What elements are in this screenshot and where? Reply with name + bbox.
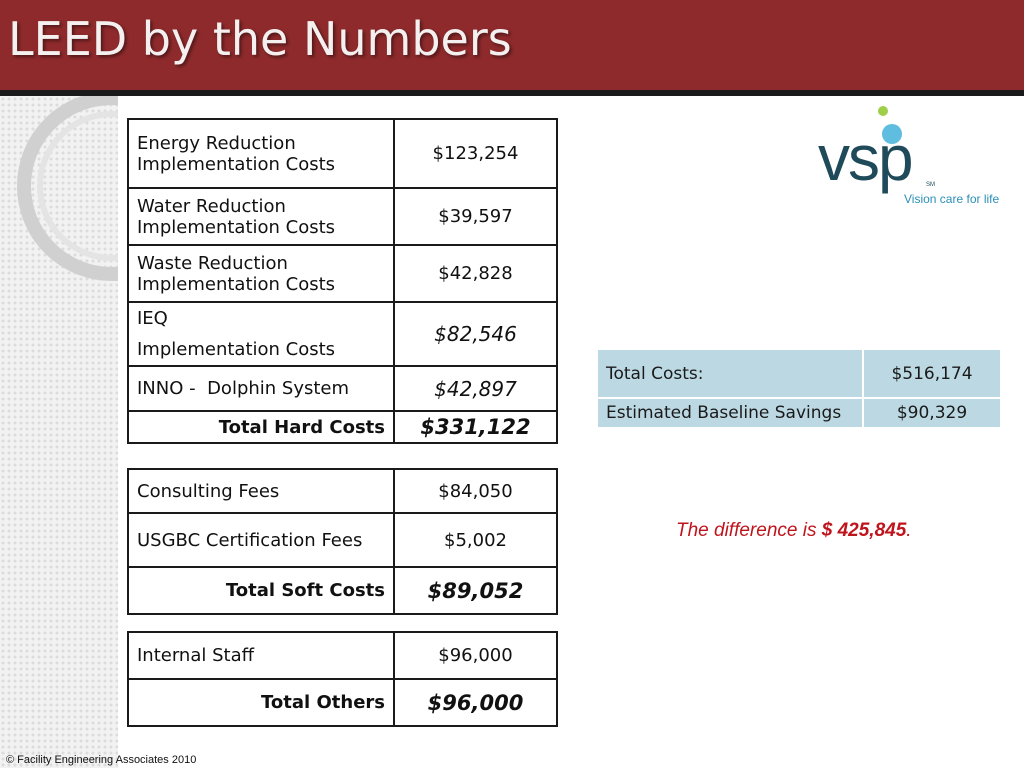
total-value: $89,052 bbox=[394, 567, 557, 614]
row-label: Waste Reduction Implementation Costs bbox=[128, 245, 394, 302]
table-row bbox=[128, 366, 557, 411]
summary-value: $90,329 bbox=[863, 398, 1001, 428]
difference-prefix: The difference is bbox=[676, 520, 822, 541]
hard-costs-table bbox=[127, 118, 558, 444]
table-row bbox=[597, 398, 1001, 428]
row-label: Energy Reduction Implementation Costs bbox=[128, 119, 394, 188]
row-label: Internal Staff bbox=[128, 632, 394, 679]
row-label: INNO - Dolphin System bbox=[128, 366, 394, 411]
total-value: $331,122 bbox=[394, 411, 557, 443]
vsp-logo bbox=[816, 104, 1012, 212]
title-bar bbox=[0, 0, 1024, 90]
row-label-line1: IEQ bbox=[137, 308, 168, 329]
soft-costs-table bbox=[127, 468, 558, 615]
row-value: $5,002 bbox=[394, 513, 557, 567]
table-row bbox=[128, 513, 557, 567]
row-label: Consulting Fees bbox=[128, 469, 394, 513]
summary-label: Estimated Baseline Savings bbox=[597, 398, 863, 428]
row-label: USGBC Certification Fees bbox=[128, 513, 394, 567]
row-value: $123,254 bbox=[394, 119, 557, 188]
table-row bbox=[128, 245, 557, 302]
logo-green-dot bbox=[878, 106, 888, 116]
row-value: $42,828 bbox=[394, 245, 557, 302]
table-row bbox=[128, 119, 557, 188]
row-value: $82,546 bbox=[394, 302, 557, 366]
table-row bbox=[128, 469, 557, 513]
slide-title: LEED by the Numbers bbox=[8, 12, 512, 66]
table-row bbox=[128, 632, 557, 679]
table-row bbox=[128, 302, 557, 366]
logo-wordmark: vsp bbox=[818, 122, 912, 194]
summary-value: $516,174 bbox=[863, 349, 1001, 398]
row-label-line2: Implementation Costs bbox=[137, 339, 336, 360]
decorative-side-pattern bbox=[0, 96, 118, 768]
decorative-ring-graphic bbox=[0, 96, 118, 396]
row-label bbox=[128, 302, 394, 366]
total-row bbox=[128, 567, 557, 614]
difference-amount: $ 425,845 bbox=[821, 520, 907, 541]
copyright-footer: © Facility Engineering Associates 2010 bbox=[6, 754, 197, 766]
total-label: Total Others bbox=[128, 679, 394, 726]
total-label: Total Soft Costs bbox=[128, 567, 394, 614]
total-row bbox=[128, 411, 557, 443]
total-row bbox=[128, 679, 557, 726]
difference-suffix: . bbox=[906, 520, 912, 541]
total-value: $96,000 bbox=[394, 679, 557, 726]
summary-table bbox=[596, 348, 1002, 429]
table-row bbox=[128, 188, 557, 245]
row-value: $96,000 bbox=[394, 632, 557, 679]
table-row bbox=[597, 349, 1001, 398]
row-label: Water Reduction Implementation Costs bbox=[128, 188, 394, 245]
logo-tagline: Vision care for life bbox=[904, 192, 1000, 206]
summary-label: Total Costs: bbox=[597, 349, 863, 398]
total-label: Total Hard Costs bbox=[128, 411, 394, 443]
title-divider bbox=[0, 90, 1024, 96]
row-value: $84,050 bbox=[394, 469, 557, 513]
difference-statement bbox=[676, 520, 912, 542]
row-value: $39,597 bbox=[394, 188, 557, 245]
row-value: $42,897 bbox=[394, 366, 557, 411]
logo-service-mark: SM bbox=[926, 182, 935, 188]
others-table bbox=[127, 631, 558, 727]
